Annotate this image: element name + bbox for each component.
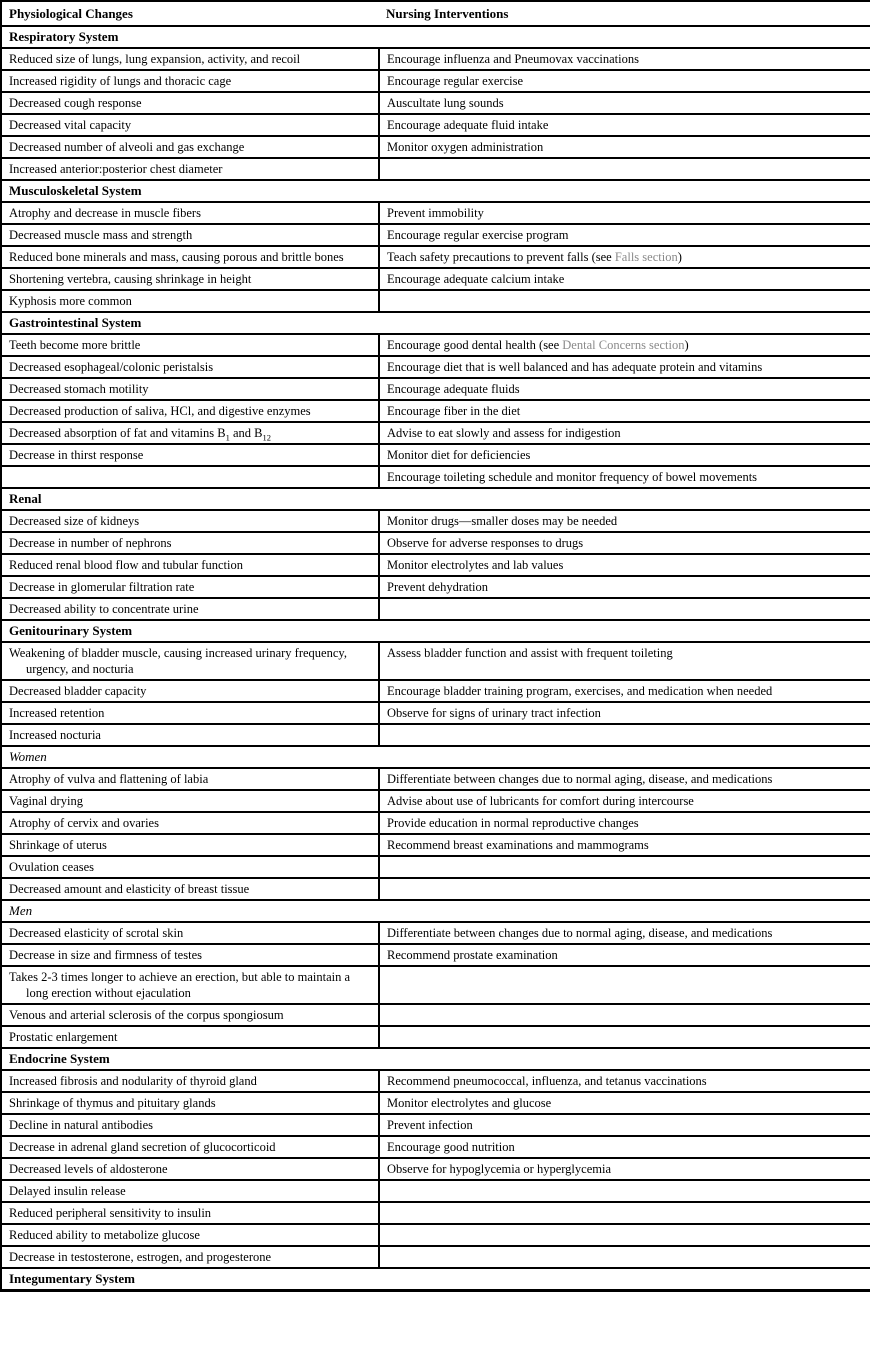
nursing-intervention-cell: Encourage bladder training program, exercises, and medication when needed [379,680,870,702]
table-row [1,878,870,900]
physiological-change-cell: Decreased bladder capacity [1,680,379,702]
table-row [1,1136,870,1158]
physiological-change-cell: Atrophy of vulva and flattening of labia [1,768,379,790]
physiological-change-cell: Increased fibrosis and nodularity of thyroid gland [1,1070,379,1092]
nursing-intervention-cell: Prevent infection [379,1114,870,1136]
physiological-change-cell: Increased retention [1,702,379,724]
physiological-change-cell: Reduced renal blood flow and tubular function [1,554,379,576]
table-row [1,268,870,290]
section-title: Integumentary System [1,1268,870,1291]
nursing-intervention-cell [379,1246,870,1268]
nursing-intervention-cell [379,290,870,312]
text-segment: and B [229,426,263,440]
physiological-change-cell: Kyphosis more common [1,290,379,312]
nursing-intervention-cell: Prevent dehydration [379,576,870,598]
cross-reference-link[interactable]: Falls section [614,250,678,264]
nursing-intervention-cell: Monitor oxygen administration [379,136,870,158]
nursing-intervention-cell: Assess bladder function and assist with frequent toileting [379,642,870,680]
nursing-intervention-cell: Observe for hypoglycemia or hyperglycemia [379,1158,870,1180]
section-title: Respiratory System [1,26,870,48]
table-row [1,966,870,1004]
section-title: Genitourinary System [1,620,870,642]
table-row [1,466,870,488]
table-row [1,724,870,746]
nursing-intervention-cell [379,856,870,878]
physiological-change-cell [1,466,379,488]
nursing-intervention-cell: Differentiate between changes due to normal aging, disease, and medications [379,922,870,944]
physiological-change-cell: Decreased vital capacity [1,114,379,136]
section-header-row [1,488,870,510]
nursing-intervention-cell [379,1180,870,1202]
table-row [1,158,870,180]
table-row [1,1004,870,1026]
nursing-intervention-cell [379,1004,870,1026]
text-segment: Teach safety precautions to prevent falls (see [387,250,615,264]
table-row [1,48,870,70]
nursing-intervention-cell: Encourage adequate fluids [379,378,870,400]
nursing-intervention-cell [379,966,870,1004]
physiological-change-cell: Increased nocturia [1,724,379,746]
nursing-intervention-cell [379,1026,870,1048]
table-row [1,136,870,158]
table-row [1,1026,870,1048]
physiological-change-cell: Increased rigidity of lungs and thoracic cage [1,70,379,92]
physiological-change-cell: Decreased muscle mass and strength [1,224,379,246]
section-header-row [1,180,870,202]
physiological-change-cell: Reduced ability to metabolize glucose [1,1224,379,1246]
table-row [1,834,870,856]
nursing-intervention-cell [379,1224,870,1246]
column-header-nursing-interventions: Nursing Interventions [379,1,870,26]
physiological-change-cell: Vaginal drying [1,790,379,812]
text-segment: Decreased absorption of fat and vitamins B [9,426,226,440]
physiological-change-cell: Atrophy of cervix and ovaries [1,812,379,834]
section-header-row [1,900,870,922]
table-row [1,224,870,246]
physiological-change-cell: Decreased amount and elasticity of breast tissue [1,878,379,900]
physiological-change-cell: Decrease in adrenal gland secretion of glucocorticoid [1,1136,379,1158]
section-title: Endocrine System [1,1048,870,1070]
table-row [1,356,870,378]
table-row [1,1092,870,1114]
nursing-intervention-cell: Auscultate lung sounds [379,92,870,114]
table-row [1,334,870,356]
physiological-change-cell: Venous and arterial sclerosis of the corpus spongiosum [1,1004,379,1026]
nursing-intervention-cell: Provide education in normal reproductive changes [379,812,870,834]
table-row [1,532,870,554]
nursing-intervention-cell: Encourage toileting schedule and monitor frequency of bowel movements [379,466,870,488]
table-row [1,1202,870,1224]
physiological-change-cell: Decreased number of alveoli and gas exchange [1,136,379,158]
table-row [1,1246,870,1268]
physiological-change-cell: Decreased stomach motility [1,378,379,400]
nursing-intervention-cell: Monitor electrolytes and glucose [379,1092,870,1114]
table-row [1,922,870,944]
nursing-intervention-cell: Encourage regular exercise program [379,224,870,246]
physiological-change-cell: Reduced size of lungs, lung expansion, activity, and recoil [1,48,379,70]
table-row [1,790,870,812]
nursing-intervention-cell: Encourage regular exercise [379,70,870,92]
nursing-intervention-cell: Observe for signs of urinary tract infection [379,702,870,724]
table-row [1,422,870,444]
table-row [1,1114,870,1136]
table-row [1,246,870,268]
table-row [1,202,870,224]
section-header-row [1,1268,870,1291]
subscript-text: 1 [225,432,230,443]
text-segment: ) [677,250,682,264]
table-row [1,576,870,598]
table-row [1,1070,870,1092]
physiological-change-cell: Decreased cough response [1,92,379,114]
nursing-intervention-cell: Encourage fiber in the diet [379,400,870,422]
nursing-intervention-cell: Monitor drugs—smaller doses may be needed [379,510,870,532]
section-title: Women [1,746,870,768]
section-title: Men [1,900,870,922]
physiological-change-cell: Shortening vertebra, causing shrinkage in height [1,268,379,290]
physiological-change-cell: Decline in natural antibodies [1,1114,379,1136]
section-title: Renal [1,488,870,510]
section-header-row [1,26,870,48]
nursing-intervention-cell [379,1202,870,1224]
table-row [1,400,870,422]
nursing-intervention-cell: Encourage diet that is well balanced and has adequate protein and vitamins [379,356,870,378]
text-segment: ) [684,338,689,352]
table-row [1,702,870,724]
physiological-change-cell: Decreased production of saliva, HCl, and digestive enzymes [1,400,379,422]
cross-reference-link[interactable]: Dental Concerns section [562,338,685,352]
section-header-row [1,746,870,768]
physiological-change-cell: Delayed insulin release [1,1180,379,1202]
nursing-intervention-cell [379,158,870,180]
column-header-physiological-changes: Physiological Changes [1,1,379,26]
nursing-intervention-cell: Monitor electrolytes and lab values [379,554,870,576]
table-row [1,768,870,790]
table-row [1,92,870,114]
nursing-intervention-cell: Encourage influenza and Pneumovax vaccinations [379,48,870,70]
physiological-change-cell: Ovulation ceases [1,856,379,878]
physiological-change-cell [1,422,379,444]
nursing-intervention-cell: Monitor diet for deficiencies [379,444,870,466]
physiological-change-cell: Decrease in testosterone, estrogen, and progesterone [1,1246,379,1268]
nursing-intervention-cell: Differentiate between changes due to normal aging, disease, and medications [379,768,870,790]
table-row [1,944,870,966]
section-header-row [1,312,870,334]
table-row [1,444,870,466]
physiological-change-cell: Decreased elasticity of scrotal skin [1,922,379,944]
table-row [1,70,870,92]
table-row [1,812,870,834]
nursing-intervention-cell [379,598,870,620]
table-row [1,114,870,136]
physiological-change-cell: Prostatic enlargement [1,1026,379,1048]
table-row [1,290,870,312]
subscript-text: 12 [262,432,271,443]
physiological-change-cell: Decrease in number of nephrons [1,532,379,554]
nursing-intervention-cell [379,334,870,356]
table-row [1,510,870,532]
nursing-intervention-cell: Observe for adverse responses to drugs [379,532,870,554]
table-row [1,378,870,400]
physiological-change-cell: Shrinkage of uterus [1,834,379,856]
physiological-change-cell: Decrease in glomerular filtration rate [1,576,379,598]
table-row [1,680,870,702]
nursing-intervention-cell: Recommend prostate examination [379,944,870,966]
table-row [1,1158,870,1180]
table-row [1,554,870,576]
text-segment: Encourage good dental health (see [387,338,563,352]
section-header-row [1,620,870,642]
nursing-intervention-cell: Recommend breast examinations and mammograms [379,834,870,856]
table-row [1,642,870,680]
physiological-change-cell: Decreased size of kidneys [1,510,379,532]
nursing-intervention-cell: Prevent immobility [379,202,870,224]
section-title: Musculoskeletal System [1,180,870,202]
physiological-change-cell: Reduced peripheral sensitivity to insulin [1,1202,379,1224]
physiological-change-cell: Weakening of bladder muscle, causing increased urinary frequency, urgency, and nocturia [1,642,379,680]
nursing-intervention-cell [379,878,870,900]
nursing-intervention-cell: Encourage adequate calcium intake [379,268,870,290]
nursing-intervention-cell: Recommend pneumococcal, influenza, and tetanus vaccinations [379,1070,870,1092]
physiological-change-cell: Teeth become more brittle [1,334,379,356]
nursing-intervention-cell: Advise about use of lubricants for comfort during intercourse [379,790,870,812]
physiological-change-cell: Reduced bone minerals and mass, causing porous and brittle bones [1,246,379,268]
physiological-change-cell: Decrease in size and firmness of testes [1,944,379,966]
physiological-change-cell: Atrophy and decrease in muscle fibers [1,202,379,224]
section-header-row [1,1048,870,1070]
nursing-intervention-cell: Encourage good nutrition [379,1136,870,1158]
table-body [1,26,870,1291]
table-row [1,1180,870,1202]
physiological-change-cell: Decrease in thirst response [1,444,379,466]
table-row [1,1224,870,1246]
table-row [1,598,870,620]
physiological-change-cell: Takes 2-3 times longer to achieve an erection, but able to maintain a long erection without ejaculation [1,966,379,1004]
physiological-change-cell: Decreased levels of aldosterone [1,1158,379,1180]
physiological-change-cell: Decreased ability to concentrate urine [1,598,379,620]
nursing-intervention-cell: Encourage adequate fluid intake [379,114,870,136]
nursing-intervention-cell [379,724,870,746]
table-row [1,856,870,878]
nursing-intervention-cell [379,246,870,268]
column-header-row [1,1,870,26]
nursing-intervention-cell: Advise to eat slowly and assess for indigestion [379,422,870,444]
physiological-change-cell: Increased anterior:posterior chest diameter [1,158,379,180]
physiological-change-cell: Shrinkage of thymus and pituitary glands [1,1092,379,1114]
physiological-change-cell: Decreased esophageal/colonic peristalsis [1,356,379,378]
section-title: Gastrointestinal System [1,312,870,334]
